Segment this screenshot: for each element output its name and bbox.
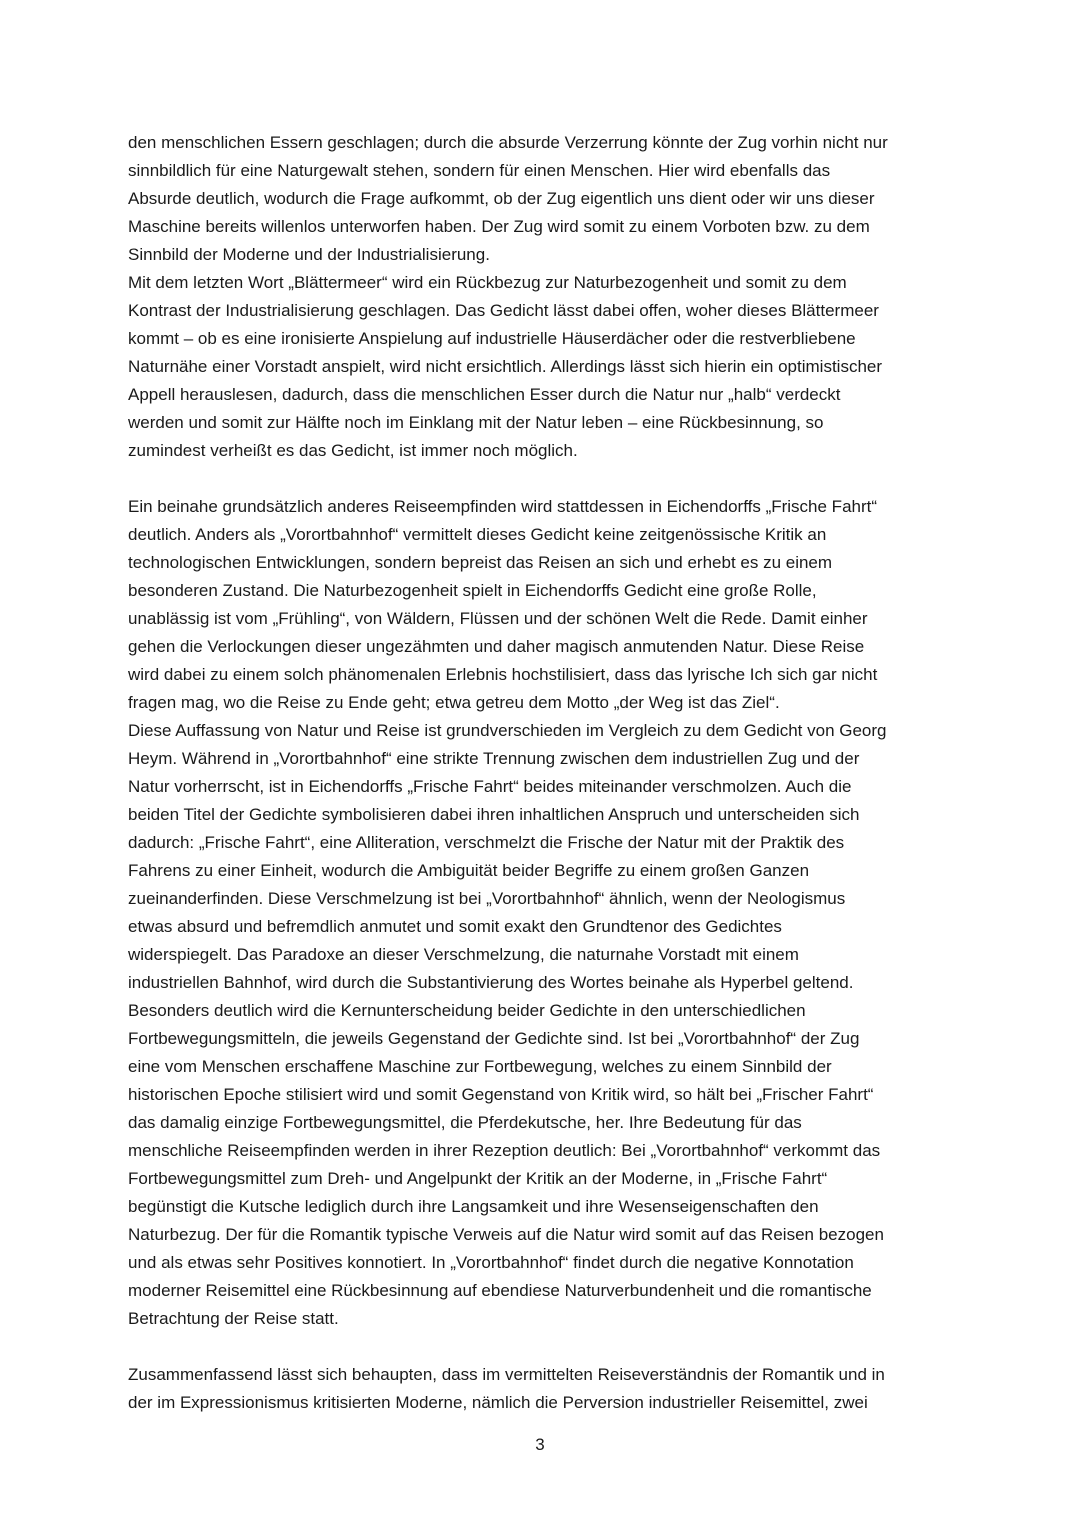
text-line: Maschine bereits willenlos unterworfen haben. Der Zug wird somit zu einem Vorboten bzw. zu dem bbox=[128, 217, 870, 236]
text-line: historischen Epoche stilisiert wird und somit Gegenstand von Kritik wird, so hält bei „Frischer Fahrt“ bbox=[128, 1085, 874, 1104]
text-line: widerspiegelt. Das Paradoxe an dieser Verschmelzung, die naturnahe Vorstadt mit einem bbox=[128, 945, 799, 964]
text-line: industriellen Bahnhof, wird durch die Substantivierung des Wortes beinahe als Hyperbel geltend. bbox=[128, 973, 854, 992]
text-line: eine vom Menschen erschaffene Maschine zur Fortbewegung, welches zu einem Sinnbild der bbox=[128, 1057, 832, 1076]
text-line: Mit dem letzten Wort „Blättermeer“ wird ein Rückbezug zur Naturbezogenheit und somit zu dem bbox=[128, 273, 847, 292]
text-line: Kontrast der Industrialisierung geschlagen. Das Gedicht lässt dabei offen, woher dieses Blättermeer bbox=[128, 301, 879, 320]
text-line: etwas absurd und befremdlich anmutet und somit exakt den Grundtenor des Gedichtes bbox=[128, 917, 782, 936]
text-line: beiden Titel der Gedichte symbolisieren dabei ihren inhaltlichen Anspruch und unterscheiden sich bbox=[128, 805, 860, 824]
text-line: zueinanderfinden. Diese Verschmelzung ist bei „Vorortbahnhof“ ähnlich, wenn der Neologismus bbox=[128, 889, 846, 908]
text-line: begünstigt die Kutsche lediglich durch ihre Langsamkeit und ihre Wesenseigenschaften den bbox=[128, 1197, 819, 1216]
text-line: werden und somit zur Hälfte noch im Einklang mit der Natur leben – eine Rückbesinnung, so bbox=[128, 413, 824, 432]
text-line: wird dabei zu einem solch phänomenalen Erlebnis hochstilisiert, dass das lyrische Ich sich gar nicht bbox=[128, 665, 878, 684]
text-line: der im Expressionismus kritisierten Moderne, nämlich die Perversion industrieller Reisemittel, zwei bbox=[128, 1393, 868, 1412]
paragraph bbox=[128, 1361, 958, 1417]
body-text bbox=[128, 129, 958, 1417]
paragraph bbox=[128, 129, 958, 269]
text-line: Appell herauslesen, dadurch, dass die menschlichen Esser durch die Natur nur „halb“ verdeckt bbox=[128, 385, 841, 404]
text-line: deutlich. Anders als „Vorortbahnhof“ vermittelt dieses Gedicht keine zeitgenössische Kritik an bbox=[128, 525, 827, 544]
text-line: Fortbewegungsmitteln, die jeweils Gegenstand der Gedichte sind. Ist bei „Vorortbahnhof“ der Zug bbox=[128, 1029, 860, 1048]
text-line: den menschlichen Essern geschlagen; durch die absurde Verzerrung könnte der Zug vorhin nicht nur bbox=[128, 133, 888, 152]
text-line: und als etwas sehr Positives konnotiert. In „Vorortbahnhof“ findet durch die negative Konnotation bbox=[128, 1253, 854, 1272]
text-line: Fahrens zu einer Einheit, wodurch die Ambiguität beider Begriffe zu einem großen Ganzen bbox=[128, 861, 810, 880]
text-line: Besonders deutlich wird die Kernunterscheidung beider Gedichte in den unterschiedlichen bbox=[128, 1001, 806, 1020]
text-line: Sinnbild der Moderne und der Industrialisierung. bbox=[128, 245, 490, 264]
text-line: das damalig einzige Fortbewegungsmittel, die Pferdekutsche, her. Ihre Bedeutung für das bbox=[128, 1113, 802, 1132]
text-line: sinnbildlich für eine Naturgewalt stehen, sondern für einen Menschen. Hier wird ebenfalls das bbox=[128, 161, 831, 180]
paragraph bbox=[128, 717, 958, 1333]
paragraph bbox=[128, 493, 958, 717]
text-line: fragen mag, wo die Reise zu Ende geht; etwa getreu dem Motto „der Weg ist das Ziel“. bbox=[128, 693, 780, 712]
text-line: Diese Auffassung von Natur und Reise ist grundverschieden im Vergleich zu dem Gedicht von Georg bbox=[128, 721, 887, 740]
text-line: Heym. Während in „Vorortbahnhof“ eine strikte Trennung zwischen dem industriellen Zug und der bbox=[128, 749, 860, 768]
text-line: Naturbezug. Der für die Romantik typische Verweis auf die Natur wird somit auf das Reisen bezogen bbox=[128, 1225, 884, 1244]
text-line: moderner Reisemittel eine Rückbesinnung auf ebendiese Naturverbundenheit und die romantische bbox=[128, 1281, 872, 1300]
text-line: Naturnähe einer Vorstadt anspielt, wird nicht ersichtlich. Allerdings lässt sich hierin ein optimistischer bbox=[128, 357, 883, 376]
text-line: besonderen Zustand. Die Naturbezogenheit spielt in Eichendorffs Gedicht eine große Rolle, bbox=[128, 581, 817, 600]
text-line: technologischen Entwicklungen, sondern bepreist das Reisen an sich und erhebt es zu einem bbox=[128, 553, 833, 572]
paragraph bbox=[128, 269, 958, 465]
text-line: Absurde deutlich, wodurch die Frage aufkommt, ob der Zug eigentlich uns dient oder wir uns dieser bbox=[128, 189, 875, 208]
text-line: Natur vorherrscht, ist in Eichendorffs „Frische Fahrt“ beides miteinander verschmolzen. Auch die bbox=[128, 777, 852, 796]
text-line: unablässig ist vom „Frühling“, von Wäldern, Flüssen und der schönen Welt die Rede. Damit einher bbox=[128, 609, 868, 628]
paragraph-gap bbox=[128, 465, 958, 493]
text-line: Zusammenfassend lässt sich behaupten, dass im vermittelten Reiseverständnis der Romantik und in bbox=[128, 1365, 885, 1384]
text-line: menschliche Reiseempfinden werden in ihrer Rezeption deutlich: Bei „Vorortbahnhof“ verkommt das bbox=[128, 1141, 881, 1160]
paragraph-gap bbox=[128, 1333, 958, 1361]
text-line: Betrachtung der Reise statt. bbox=[128, 1309, 339, 1328]
page-number: 3 bbox=[535, 1435, 545, 1454]
text-line: Ein beinahe grundsätzlich anderes Reiseempfinden wird stattdessen in Eichendorffs „Frische Fahrt“ bbox=[128, 497, 878, 516]
text-line: gehen die Verlockungen dieser ungezähmten und daher magisch anmutenden Natur. Diese Reise bbox=[128, 637, 865, 656]
text-line: dadurch: „Frische Fahrt“, eine Alliteration, verschmelzt die Frische der Natur mit der Praktik des bbox=[128, 833, 845, 852]
text-line: Fortbewegungsmittel zum Dreh- und Angelpunkt der Kritik an der Moderne, in „Frische Fahrt“ bbox=[128, 1169, 828, 1188]
text-line: zumindest verheißt es das Gedicht, ist immer noch möglich. bbox=[128, 441, 578, 460]
text-line: kommt – ob es eine ironisierte Anspielung auf industrielle Häuserdächer oder die restverbliebene bbox=[128, 329, 856, 348]
